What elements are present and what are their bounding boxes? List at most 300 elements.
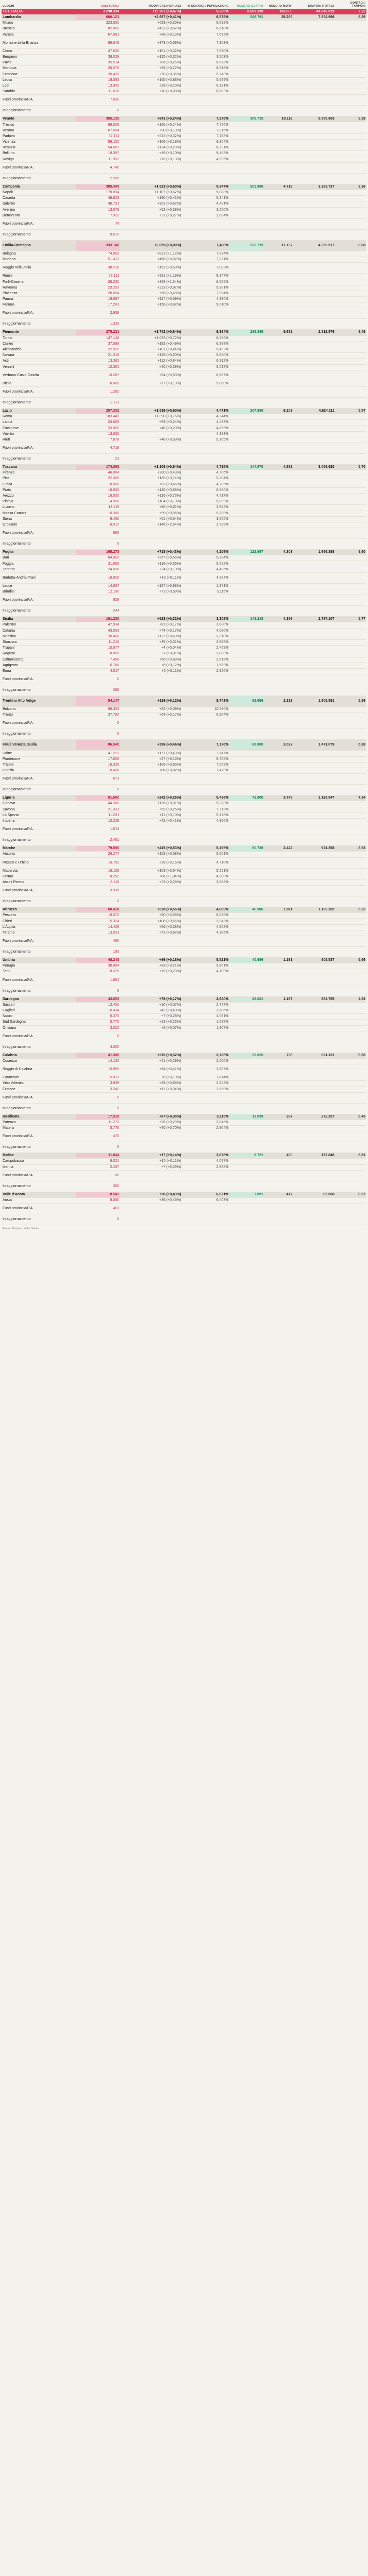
cell-name: Bolzano — [2, 707, 76, 713]
cell-new-cases: +26 (+0,23%) — [120, 1120, 182, 1125]
cell-new-cases: +41 (+0,29%) — [120, 1058, 182, 1064]
cell-swabs — [293, 505, 335, 511]
cell-recovered — [229, 414, 264, 420]
cell-new-cases: +72 (+0,62%) — [120, 930, 182, 936]
cell-swabs — [293, 83, 335, 89]
cell-rate — [336, 66, 366, 72]
cell-name: In aggiornamento — [2, 1042, 76, 1053]
cell-cases: 0 — [76, 986, 120, 996]
cell-recovered — [229, 622, 264, 628]
cell-new-cases: +72 (+0,59%) — [120, 589, 182, 595]
cell-cases: 43.053 — [76, 996, 120, 1002]
cell-rate — [336, 83, 366, 89]
cell-swabs — [293, 257, 335, 263]
province-row — [2, 606, 366, 617]
cell-pct — [182, 896, 229, 907]
cell-swabs — [293, 386, 335, 397]
cell-rate — [336, 454, 366, 465]
cell-deaths — [264, 48, 294, 54]
cell-deaths — [264, 207, 294, 213]
cell-name: Trapani — [2, 646, 76, 651]
cell-pct: 5,492% — [182, 347, 229, 352]
cell-rate — [336, 685, 366, 696]
cell-name: Pordenone — [2, 756, 76, 762]
cell-recovered — [229, 364, 264, 370]
cell-name: Matera — [2, 1126, 76, 1131]
cell-new-cases: +122 (+0,60%) — [120, 634, 182, 639]
cell-recovered — [229, 1042, 264, 1053]
cell-swabs — [293, 583, 335, 589]
cell-recovered — [229, 505, 264, 511]
cell-new-cases — [120, 1042, 182, 1053]
cell-deaths — [264, 818, 294, 824]
province-row — [2, 420, 366, 426]
cell-name: Como — [2, 48, 76, 54]
cell-deaths — [264, 824, 294, 835]
cell-cases: 37.794 — [76, 713, 120, 718]
cell-recovered — [229, 257, 264, 263]
cell-name: Piacenza — [2, 291, 76, 296]
cell-swabs — [293, 122, 335, 128]
cell-rate — [336, 668, 366, 674]
cell-cases: 0 — [76, 539, 120, 550]
cell-cases: 0 — [76, 785, 120, 795]
cell-name: Siena — [2, 516, 76, 522]
column-header-pct: % CONTAGI / POPOLAZIONE — [182, 1, 229, 9]
province-row — [2, 1120, 366, 1125]
cell-deaths — [264, 975, 294, 986]
cell-rate — [336, 1170, 366, 1181]
province-row — [2, 528, 366, 539]
cell-new-cases: +468 (+0,92%) — [120, 257, 182, 263]
province-row — [2, 26, 366, 32]
cell-recovered — [229, 133, 264, 139]
cell-cases: 0 — [76, 1214, 120, 1225]
cell-new-cases: +40 (+0,39%) — [120, 364, 182, 370]
cell-rate — [336, 606, 366, 617]
cell-cases: 147.148 — [76, 335, 120, 341]
province-row — [2, 1025, 366, 1031]
cell-rate — [336, 437, 366, 443]
cell-swabs — [293, 646, 335, 651]
cell-swabs — [293, 341, 335, 347]
cell-pct — [182, 774, 229, 785]
cell-recovered: 144.970 — [229, 465, 264, 470]
cell-new-cases: +715 (+0,43%) — [120, 550, 182, 555]
cell-rate — [336, 218, 366, 229]
cell-deaths — [264, 1087, 294, 1092]
cell-recovered — [229, 657, 264, 663]
cell-pct: 5,347% — [182, 184, 229, 190]
cell-swabs — [293, 528, 335, 539]
region-row — [2, 116, 366, 122]
province-row — [2, 930, 366, 936]
cell-swabs — [293, 622, 335, 628]
cell-name: Brescia — [2, 26, 76, 32]
cell-name: Bergamo — [2, 54, 76, 60]
cell-new-cases — [120, 674, 182, 685]
cell-cases: 296 — [76, 685, 120, 696]
cell-deaths — [264, 72, 294, 77]
cell-name: Fuori provincia/P.A. — [2, 674, 76, 685]
cell-swabs — [293, 493, 335, 499]
cell-name: Mantova — [2, 66, 76, 72]
cell-name: In aggiornamento — [2, 106, 76, 116]
province-row — [2, 818, 366, 824]
cell-deaths — [264, 487, 294, 493]
cell-recovered — [229, 454, 264, 465]
cell-rate — [336, 522, 366, 528]
cell-swabs: 921.358 — [293, 846, 335, 852]
cell-cases: 79.590 — [76, 846, 120, 852]
province-row — [2, 1159, 366, 1164]
cell-deaths — [264, 263, 294, 274]
region-row — [2, 408, 366, 414]
cell-recovered: 207.980 — [229, 408, 264, 414]
cell-pct — [182, 218, 229, 229]
cell-cases: 10.287 — [76, 370, 120, 381]
cell-recovered — [229, 470, 264, 476]
cell-swabs — [293, 173, 335, 184]
cell-pct: 2,887% — [182, 1064, 229, 1075]
cell-pct: 5,176% — [182, 812, 229, 818]
cell-deaths — [264, 470, 294, 476]
cell-rate — [336, 213, 366, 218]
cell-swabs — [293, 852, 335, 857]
cell-name: Vercelli — [2, 364, 76, 370]
cell-rate: 8,49 — [336, 330, 366, 335]
cell-new-cases: +6 (+0,10%) — [120, 1075, 182, 1081]
cell-recovered — [229, 397, 264, 408]
province-row — [2, 1164, 366, 1170]
cell-cases: 11.291 — [76, 812, 120, 818]
cell-swabs — [293, 218, 335, 229]
province-row — [2, 426, 366, 431]
cell-pct: 3,200% — [182, 207, 229, 213]
cell-recovered — [229, 207, 264, 213]
cell-new-cases: +116 (+0,12%) — [120, 696, 182, 707]
cell-deaths — [264, 157, 294, 162]
cell-pct: 5,195% — [182, 846, 229, 852]
cell-pct: 6,572% — [182, 60, 229, 66]
cell-name: Sardegna — [2, 996, 76, 1002]
cell-recovered — [229, 835, 264, 846]
cell-name: Caserta — [2, 196, 76, 201]
cell-rate — [336, 341, 366, 347]
cell-cases: 19.397 — [76, 151, 120, 157]
cell-cases: 28.111 — [76, 274, 120, 279]
cell-deaths — [264, 879, 294, 885]
cell-name: Gorizia — [2, 768, 76, 774]
cell-recovered — [229, 157, 264, 162]
cell-recovered — [229, 431, 264, 437]
cell-name: Basilicata — [2, 1114, 76, 1120]
cell-name: Liguria — [2, 795, 76, 801]
cell-recovered — [229, 38, 264, 48]
cell-name: Potenza — [2, 1120, 76, 1125]
province-row — [2, 707, 366, 713]
cell-pct — [182, 785, 229, 795]
cell-rate — [336, 707, 366, 713]
cell-recovered — [229, 106, 264, 116]
cell-name: Asti — [2, 359, 76, 364]
cell-cases: 13.630 — [76, 431, 120, 437]
cell-pct: 5,341% — [182, 196, 229, 201]
cell-rate: 5,57 — [336, 408, 366, 414]
cell-rate — [336, 646, 366, 651]
province-row — [2, 505, 366, 511]
cell-name: La Spezia — [2, 812, 76, 818]
cell-recovered — [229, 646, 264, 651]
cell-name: Fuori provincia/P.A. — [2, 218, 76, 229]
cell-name: In aggiornamento — [2, 173, 76, 184]
province-row — [2, 229, 366, 240]
cell-cases: 1.333 — [76, 319, 120, 330]
cell-recovered: 122.997 — [229, 550, 264, 555]
cell-swabs — [293, 896, 335, 907]
cell-cases: 41.388 — [76, 1053, 120, 1058]
cell-rate — [336, 718, 366, 729]
cell-rate — [336, 72, 366, 77]
cell-recovered — [229, 751, 264, 756]
cell-deaths — [264, 54, 294, 60]
cell-recovered — [229, 66, 264, 72]
cell-cases: 2.461 — [76, 835, 120, 846]
cell-rate: 9,90 — [336, 550, 366, 555]
cell-pct — [182, 824, 229, 835]
cell-rate — [336, 397, 366, 408]
cell-deaths — [264, 196, 294, 201]
cell-cases: 82.809 — [76, 26, 120, 32]
cell-deaths — [264, 140, 294, 145]
cell-swabs — [293, 1014, 335, 1020]
province-row — [2, 879, 366, 885]
cell-rate — [336, 274, 366, 279]
province-row — [2, 162, 366, 173]
province-row — [2, 947, 366, 958]
cell-cases: 16.328 — [76, 762, 120, 768]
cell-swabs — [293, 381, 335, 386]
cell-swabs — [293, 470, 335, 476]
cell-recovered — [229, 595, 264, 606]
cell-new-cases: +24 (+0,10%) — [120, 567, 182, 572]
province-row — [2, 319, 366, 330]
cell-new-cases — [120, 95, 182, 106]
cell-swabs — [293, 868, 335, 874]
cell-cases: 13.942 — [76, 83, 120, 89]
cell-deaths — [264, 89, 294, 95]
cell-recovered — [229, 443, 264, 454]
cell-recovered — [229, 756, 264, 762]
cell-deaths — [264, 201, 294, 207]
cell-cases: 8.375 — [76, 969, 120, 975]
cell-name: In aggiornamento — [2, 1181, 76, 1192]
cell-deaths — [264, 1159, 294, 1164]
cell-swabs: 44.842.019 — [293, 9, 335, 15]
cell-swabs — [293, 947, 335, 958]
cell-pct: 9,462% — [182, 151, 229, 157]
cell-rate — [336, 493, 366, 499]
cell-recovered: 2.609.339 — [229, 9, 264, 15]
cell-pct: 4,206% — [182, 550, 229, 555]
cell-cases: 3.242 — [76, 1087, 120, 1092]
cell-swabs — [293, 1081, 335, 1087]
cell-deaths: 400 — [264, 1153, 294, 1159]
cell-recovered — [229, 1164, 264, 1170]
cell-cases: 54.667 — [76, 145, 120, 151]
province-row — [2, 476, 366, 482]
cell-deaths — [264, 414, 294, 420]
cell-recovered — [229, 936, 264, 947]
cell-rate — [336, 874, 366, 879]
cell-pct: 6,954% — [182, 713, 229, 718]
cell-recovered — [229, 1064, 264, 1075]
cell-rate — [336, 628, 366, 634]
cell-rate — [336, 924, 366, 930]
cell-new-cases: +148 (+2,54%) — [120, 522, 182, 528]
province-row — [2, 499, 366, 505]
column-header-rate: CONTAGI / TAMPONI — [336, 1, 366, 9]
cell-name: Forlì-Cesena — [2, 279, 76, 285]
cell-rate — [336, 251, 366, 257]
cell-recovered — [229, 812, 264, 818]
province-row — [2, 756, 366, 762]
cell-pct: 6,388% — [182, 341, 229, 347]
cell-pct: 4,433% — [182, 420, 229, 426]
cell-deaths: 1.161 — [264, 958, 294, 963]
cell-rate: 6,81 — [336, 1153, 366, 1159]
cell-cases: 23.069 — [76, 426, 120, 431]
cell-new-cases: +66 (+0,89%) — [120, 657, 182, 663]
cell-new-cases — [120, 729, 182, 740]
cell-name: Lecce — [2, 583, 76, 589]
cell-swabs — [293, 969, 335, 975]
cell-recovered — [229, 32, 264, 38]
cell-rate — [336, 1075, 366, 1081]
cell-swabs — [293, 713, 335, 718]
cell-deaths — [264, 572, 294, 583]
cell-cases: 470 — [76, 1131, 120, 1142]
cell-cases: 51.412 — [76, 257, 120, 263]
cell-swabs — [293, 72, 335, 77]
cell-pct: 6,560% — [182, 487, 229, 493]
cell-pct: 4,717% — [182, 493, 229, 499]
cell-recovered — [229, 145, 264, 151]
cell-deaths — [264, 606, 294, 617]
cell-pct: 6,518% — [182, 26, 229, 32]
cell-deaths — [264, 505, 294, 511]
cell-swabs — [293, 572, 335, 583]
cell-recovered — [229, 919, 264, 924]
province-row — [2, 516, 366, 522]
cell-new-cases: +7 (+0,29%) — [120, 1164, 182, 1170]
cell-recovered — [229, 986, 264, 996]
cell-cases: 2.505 — [76, 173, 120, 184]
province-row — [2, 857, 366, 868]
cell-swabs: 864.765 — [293, 996, 335, 1002]
cell-name: Caltanissetta — [2, 657, 76, 663]
cell-name: Macerata — [2, 868, 76, 874]
cell-name: Fuori provincia/P.A. — [2, 975, 76, 986]
cell-recovered — [229, 420, 264, 426]
cell-name: Arezzo — [2, 493, 76, 499]
cell-rate — [336, 774, 366, 785]
cell-swabs: 4.624.111 — [293, 408, 335, 414]
cell-name: Bari — [2, 555, 76, 561]
cell-cases: 8.252 — [76, 874, 120, 879]
cell-rate — [336, 595, 366, 606]
cell-cases: 47.934 — [76, 622, 120, 628]
cell-swabs — [293, 639, 335, 645]
cell-deaths — [264, 454, 294, 465]
cell-deaths — [264, 420, 294, 426]
cell-rate — [336, 364, 366, 370]
cell-name: Fuori provincia/P.A. — [2, 443, 76, 454]
cell-name: Modena — [2, 257, 76, 263]
region-row — [2, 1192, 366, 1197]
cell-cases: 9.021 — [76, 1159, 120, 1164]
cell-swabs — [293, 801, 335, 807]
cell-recovered — [229, 140, 264, 145]
cell-name: Abruzzo — [2, 907, 76, 913]
cell-swabs — [293, 975, 335, 986]
cell-recovered — [229, 60, 264, 66]
cell-pct — [182, 1031, 229, 1042]
cell-rate — [336, 1092, 366, 1103]
cell-new-cases: +108 (+0,66%) — [120, 919, 182, 924]
cell-recovered — [229, 707, 264, 713]
cell-pct: 7,276% — [182, 116, 229, 122]
cell-recovered — [229, 852, 264, 857]
cell-new-cases: +127 (+0,88%) — [120, 583, 182, 589]
cell-recovered — [229, 437, 264, 443]
cell-deaths — [264, 685, 294, 696]
cell-pct — [182, 308, 229, 319]
cell-rate — [336, 1120, 366, 1125]
cell-pct — [182, 1131, 229, 1142]
cell-recovered — [229, 818, 264, 824]
cell-pct: 6,384% — [182, 330, 229, 335]
cell-recovered: 68.000 — [229, 740, 264, 751]
province-row — [2, 668, 366, 674]
cell-new-cases: +54 (+0,53%) — [120, 370, 182, 381]
column-header-swabs: TAMPONI (TOTALI) — [293, 1, 335, 9]
cell-swabs — [293, 308, 335, 319]
cell-pct: 4,706% — [182, 470, 229, 476]
cell-new-cases: +86 (+0,18%) — [120, 958, 182, 963]
cell-cases: 257.332 — [76, 408, 120, 414]
cell-cases: 11.216 — [76, 639, 120, 645]
cell-name: Biella — [2, 381, 76, 386]
cell-new-cases: +165 (+0,74%) — [120, 476, 182, 482]
cell-recovered — [229, 1092, 264, 1103]
cell-recovered: 222.719 — [229, 240, 264, 251]
cell-deaths — [264, 857, 294, 868]
cell-new-cases — [120, 835, 182, 846]
cell-pct: 5,099% — [182, 499, 229, 505]
cell-recovered — [229, 886, 264, 896]
cell-name: Novara — [2, 353, 76, 359]
cell-rate — [336, 122, 366, 128]
cell-deaths — [264, 1025, 294, 1031]
region-row — [2, 617, 366, 622]
cell-cases: 0 — [76, 1092, 120, 1103]
province-row — [2, 896, 366, 907]
cell-recovered — [229, 651, 264, 657]
cell-deaths — [264, 499, 294, 505]
cell-swabs — [293, 924, 335, 930]
cell-deaths — [264, 1131, 294, 1142]
